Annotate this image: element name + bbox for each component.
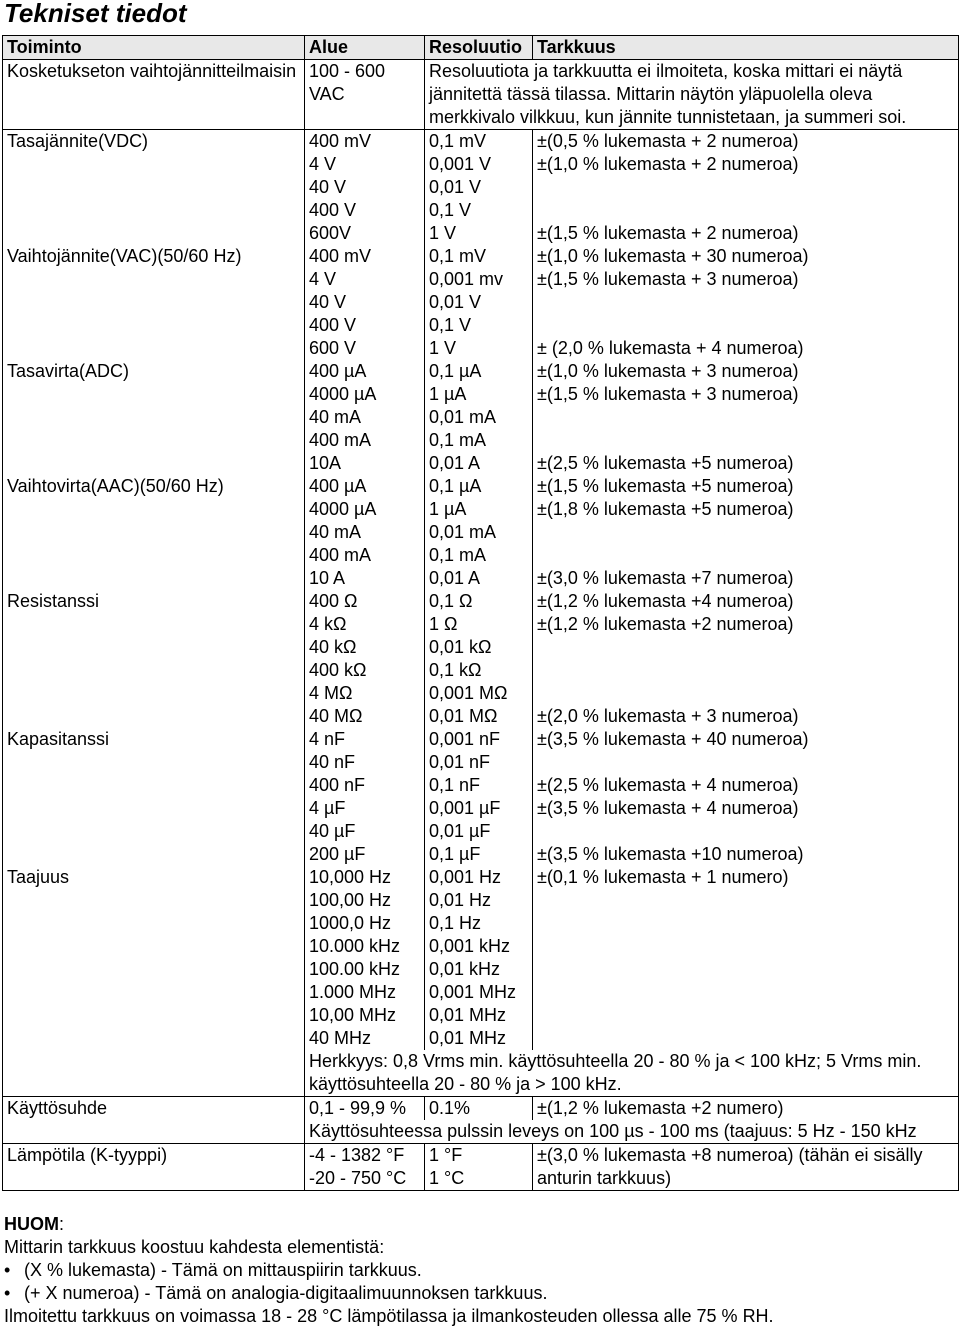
table-row (3, 1027, 959, 1050)
table-row (3, 981, 959, 1004)
table-row (3, 866, 959, 889)
notes-section (4, 1213, 774, 1328)
cell-tarkkuus: ±(3,5 % lukemasta +10 numeroa) (533, 843, 959, 866)
list-item (4, 1259, 774, 1282)
table-row (3, 199, 959, 222)
cell-toiminto (3, 912, 305, 935)
table-row (3, 314, 959, 337)
cell-toiminto: Tasavirta(ADC) (3, 360, 305, 383)
cell-tarkkuus: ±(3,5 % lukemasta + 4 numeroa) (533, 797, 959, 820)
cell-tarkkuus (533, 935, 959, 958)
table-row (3, 935, 959, 958)
cell-resoluutio: 0,01 kΩ (425, 636, 533, 659)
cell-resoluutio: 1 µA (425, 498, 533, 521)
cell-resoluutio: 0,001 kHz (425, 935, 533, 958)
cell-resoluutio: 0,01 nF (425, 751, 533, 774)
cell-note: Käyttösuhteessa pulssin leveys on 100 µs - 100 ms (taajuus: 5 Hz - 150 kHz (305, 1120, 959, 1144)
cell-resoluutio: 0,1 V (425, 314, 533, 337)
cell-tarkkuus: ± (2,0 % lukemasta + 4 numeroa) (533, 337, 959, 360)
cell-alue: 400 nF (305, 774, 425, 797)
notes-heading: HUOM (4, 1214, 59, 1234)
cell-alue: 40 V (305, 291, 425, 314)
cell-resoluutio: 0,01 mA (425, 406, 533, 429)
header-toiminto: Toiminto (3, 36, 305, 60)
cell-toiminto (3, 1004, 305, 1027)
cell-toiminto: Käyttösuhde (3, 1097, 305, 1121)
cell-tarkkuus (533, 429, 959, 452)
page-title: Tekniset tiedot (4, 0, 187, 28)
table-row (3, 889, 959, 912)
cell-toiminto (3, 843, 305, 866)
cell-tarkkuus (533, 199, 959, 222)
cell-alue: 400 mA (305, 544, 425, 567)
cell-alue: 0,1 - 99,9 % (305, 1097, 425, 1121)
cell-alue: 1.000 MHz (305, 981, 425, 1004)
cell-alue: 40 mA (305, 521, 425, 544)
cell-alue: 10,00 MHz (305, 1004, 425, 1027)
table-row (3, 291, 959, 314)
cell-toiminto: Kosketukseton vaihtojännitteilmaisin (3, 60, 305, 130)
cell-note: Herkkyys: 0,8 Vrms min. käyttösuhteella 20 - 80 % ja < 100 kHz; 5 Vrms min. käyttösuhteella 20 - 80 % ja > 100 kHz. (305, 1050, 959, 1097)
cell-resoluutio: 0,1 µA (425, 360, 533, 383)
cell-alue: 10 A (305, 567, 425, 590)
cell-tarkkuus: ±(1,5 % lukemasta + 3 numeroa) (533, 268, 959, 291)
cell-toiminto (3, 958, 305, 981)
cell-alue: 40 V (305, 176, 425, 199)
cell-toiminto: Lämpötila (K-tyyppi) (3, 1144, 305, 1191)
table-row (3, 60, 959, 130)
cell-alue: 4000 µA (305, 383, 425, 406)
cell-toiminto (3, 406, 305, 429)
cell-resoluutio: 0,001 V (425, 153, 533, 176)
table-row (3, 567, 959, 590)
cell-tarkkuus: ±(0,1 % lukemasta + 1 numero) (533, 866, 959, 889)
table-row (3, 682, 959, 705)
cell-tarkkuus: ±(1,2 % lukemasta +2 numeroa) (533, 613, 959, 636)
cell-resoluutio: 0,1 V (425, 199, 533, 222)
notes-heading-colon: : (59, 1214, 65, 1234)
cell-toiminto: Tasajännite(VDC) (3, 130, 305, 154)
table-row (3, 705, 959, 728)
cell-alue: 200 µF (305, 843, 425, 866)
table-row (3, 590, 959, 613)
cell-resoluutio: 1 µA (425, 383, 533, 406)
cell-toiminto (3, 981, 305, 1004)
cell-alue: 40 mA (305, 406, 425, 429)
spec-table-body (3, 60, 959, 1191)
cell-tarkkuus: ±(1,0 % lukemasta + 2 numeroa) (533, 153, 959, 176)
bullet-text: (X % lukemasta) - Tämä on mittauspiirin tarkkuus. (24, 1260, 422, 1280)
cell-toiminto (3, 291, 305, 314)
cell-tarkkuus: ±(3,0 % lukemasta +7 numeroa) (533, 567, 959, 590)
table-row (3, 360, 959, 383)
cell-toiminto (3, 797, 305, 820)
cell-alue: 400 µA (305, 475, 425, 498)
list-item (4, 1282, 774, 1305)
cell-resoluutio: 0,001 nF (425, 728, 533, 751)
cell-alue: 10A (305, 452, 425, 475)
table-row (3, 1004, 959, 1027)
cell-resoluutio: 0,1 Hz (425, 912, 533, 935)
cell-tarkkuus: ±(0,5 % lukemasta + 2 numeroa) (533, 130, 959, 154)
cell-toiminto: Resistanssi (3, 590, 305, 613)
cell-alue: 400 mA (305, 429, 425, 452)
table-row (3, 544, 959, 567)
cell-alue: 10.000 kHz (305, 935, 425, 958)
cell-alue: 100,00 Hz (305, 889, 425, 912)
cell-tarkkuus (533, 544, 959, 567)
table-row (3, 337, 959, 360)
cell-resoluutio: 0,001 MHz (425, 981, 533, 1004)
cell-resoluutio: 0,01 V (425, 291, 533, 314)
table-row (3, 268, 959, 291)
notes-bullet-list (4, 1259, 774, 1305)
table-row (3, 912, 959, 935)
table-row (3, 774, 959, 797)
notes-footer: Ilmoitettu tarkkuus on voimassa 18 - 28 °C lämpötilassa ja ilmankosteuden ollessa alle 75 % RH. (4, 1306, 774, 1326)
cell-resoluutio: 0,01 V (425, 176, 533, 199)
table-row (3, 820, 959, 843)
cell-toiminto (3, 1120, 305, 1144)
header-tarkkuus: Tarkkuus (533, 36, 959, 60)
cell-resoluutio: 0,001 mv (425, 268, 533, 291)
cell-toiminto (3, 820, 305, 843)
cell-resoluutio: 1 V (425, 337, 533, 360)
cell-resoluutio: 1 V (425, 222, 533, 245)
cell-tarkkuus: ±(3,0 % lukemasta +8 numeroa) (tähän ei sisälly anturin tarkkuus) (533, 1144, 959, 1191)
cell-resoluutio: 0,001 MΩ (425, 682, 533, 705)
cell-tarkkuus: ±(1,2 % lukemasta +2 numero) (533, 1097, 959, 1121)
table-row (3, 728, 959, 751)
cell-toiminto (3, 774, 305, 797)
table-row (3, 636, 959, 659)
notes-heading-line (4, 1213, 774, 1236)
cell-tarkkuus: ±(1,0 % lukemasta + 30 numeroa) (533, 245, 959, 268)
cell-tarkkuus (533, 889, 959, 912)
cell-tarkkuus (533, 314, 959, 337)
cell-alue: 4 kΩ (305, 613, 425, 636)
cell-note: Resoluutiota ja tarkkuutta ei ilmoiteta, koska mittari ei näytä jännitettä tässä tilassa. Mittarin näytön yläpuolella oleva merkkivalo vilkkuu, kun jännite tunnistetaan, ja summeri soi. (425, 60, 959, 130)
table-row (3, 1097, 959, 1121)
cell-tarkkuus (533, 958, 959, 981)
table-row (3, 475, 959, 498)
cell-toiminto (3, 1050, 305, 1097)
table-row (3, 176, 959, 199)
cell-alue: 40 MΩ (305, 705, 425, 728)
cell-alue: 4 µF (305, 797, 425, 820)
cell-tarkkuus: ±(1,5 % lukemasta + 3 numeroa) (533, 383, 959, 406)
table-row (3, 222, 959, 245)
bullet-text: (+ X numeroa) - Tämä on analogia-digitaalimuunnoksen tarkkuus. (24, 1283, 548, 1303)
table-row (3, 613, 959, 636)
cell-resoluutio: 0,1 mA (425, 544, 533, 567)
table-row (3, 245, 959, 268)
cell-tarkkuus: ±(1,5 % lukemasta + 2 numeroa) (533, 222, 959, 245)
cell-alue: 4 V (305, 268, 425, 291)
cell-toiminto (3, 498, 305, 521)
cell-tarkkuus: ±(1,5 % lukemasta +5 numeroa) (533, 475, 959, 498)
cell-toiminto (3, 636, 305, 659)
cell-toiminto: Kapasitanssi (3, 728, 305, 751)
cell-alue: 4 V (305, 153, 425, 176)
cell-resoluutio: 0,01 MΩ (425, 705, 533, 728)
cell-toiminto (3, 153, 305, 176)
cell-toiminto (3, 176, 305, 199)
cell-alue: 100 - 600 VAC (305, 60, 425, 130)
cell-resoluutio: 0,01 MHz (425, 1004, 533, 1027)
table-row (3, 958, 959, 981)
cell-toiminto (3, 199, 305, 222)
cell-resoluutio: 0,1 mA (425, 429, 533, 452)
cell-tarkkuus (533, 291, 959, 314)
cell-resoluutio: 0,001 µF (425, 797, 533, 820)
cell-toiminto (3, 935, 305, 958)
cell-tarkkuus: ±(1,0 % lukemasta + 3 numeroa) (533, 360, 959, 383)
cell-tarkkuus (533, 1004, 959, 1027)
cell-alue: 4 MΩ (305, 682, 425, 705)
cell-resoluutio: 0,01 Hz (425, 889, 533, 912)
cell-resoluutio: 0.1% (425, 1097, 533, 1121)
cell-tarkkuus (533, 406, 959, 429)
cell-tarkkuus: ±(3,5 % lukemasta + 40 numeroa) (533, 728, 959, 751)
cell-toiminto (3, 337, 305, 360)
cell-alue: 4 nF (305, 728, 425, 751)
cell-alue: 400 Ω (305, 590, 425, 613)
cell-tarkkuus (533, 981, 959, 1004)
cell-resoluutio: 0,01 kHz (425, 958, 533, 981)
cell-toiminto (3, 567, 305, 590)
cell-alue: 400 mV (305, 130, 425, 154)
cell-resoluutio: 0,1 µA (425, 475, 533, 498)
cell-tarkkuus (533, 682, 959, 705)
bullet-icon: • (4, 1260, 11, 1280)
cell-tarkkuus (533, 751, 959, 774)
cell-toiminto: Vaihtojännite(VAC)(50/60 Hz) (3, 245, 305, 268)
cell-alue: 100.00 kHz (305, 958, 425, 981)
table-row (3, 751, 959, 774)
cell-alue: 600 V (305, 337, 425, 360)
cell-resoluutio: 0,1 Ω (425, 590, 533, 613)
cell-toiminto (3, 452, 305, 475)
table-row (3, 659, 959, 682)
spec-table (2, 35, 959, 1191)
table-header-row (3, 36, 959, 60)
cell-resoluutio: 0,01 A (425, 567, 533, 590)
table-row (3, 153, 959, 176)
cell-resoluutio: 1 Ω (425, 613, 533, 636)
cell-tarkkuus (533, 820, 959, 843)
cell-tarkkuus: ±(2,5 % lukemasta + 4 numeroa) (533, 774, 959, 797)
cell-tarkkuus (533, 912, 959, 935)
cell-resoluutio: 0,01 A (425, 452, 533, 475)
cell-tarkkuus: ±(2,5 % lukemasta +5 numeroa) (533, 452, 959, 475)
table-row (3, 429, 959, 452)
cell-alue: 400 kΩ (305, 659, 425, 682)
cell-toiminto (3, 682, 305, 705)
cell-resoluutio: 0,1 µF (425, 843, 533, 866)
cell-alue: 40 MHz (305, 1027, 425, 1050)
cell-toiminto (3, 521, 305, 544)
cell-alue: 400 V (305, 199, 425, 222)
cell-toiminto (3, 613, 305, 636)
cell-resoluutio: 0,1 kΩ (425, 659, 533, 682)
table-row (3, 452, 959, 475)
cell-tarkkuus (533, 659, 959, 682)
cell-toiminto (3, 751, 305, 774)
cell-alue: 10,000 Hz (305, 866, 425, 889)
table-row (3, 406, 959, 429)
notes-intro: Mittarin tarkkuus koostuu kahdesta elementistä: (4, 1237, 385, 1257)
cell-resoluutio: 0,01 mA (425, 521, 533, 544)
cell-toiminto (3, 268, 305, 291)
table-row (3, 1120, 959, 1144)
cell-toiminto (3, 544, 305, 567)
cell-resoluutio: 0,1 nF (425, 774, 533, 797)
table-row (3, 843, 959, 866)
cell-resoluutio: 0,001 Hz (425, 866, 533, 889)
cell-tarkkuus (533, 636, 959, 659)
cell-resoluutio: 0,01 µF (425, 820, 533, 843)
cell-alue: 400 µA (305, 360, 425, 383)
cell-tarkkuus: ±(1,2 % lukemasta +4 numeroa) (533, 590, 959, 613)
table-row (3, 130, 959, 154)
table-row (3, 797, 959, 820)
cell-toiminto (3, 429, 305, 452)
cell-alue: -4 - 1382 °F -20 - 750 °C (305, 1144, 425, 1191)
cell-tarkkuus (533, 1027, 959, 1050)
bullet-icon: • (4, 1283, 11, 1303)
table-row (3, 498, 959, 521)
cell-toiminto: Taajuus (3, 866, 305, 889)
cell-toiminto (3, 705, 305, 728)
cell-alue: 40 µF (305, 820, 425, 843)
cell-alue: 40 nF (305, 751, 425, 774)
cell-toiminto (3, 314, 305, 337)
cell-alue: 1000,0 Hz (305, 912, 425, 935)
cell-tarkkuus (533, 521, 959, 544)
cell-alue: 40 kΩ (305, 636, 425, 659)
cell-toiminto (3, 1027, 305, 1050)
cell-resoluutio: 0,1 mV (425, 245, 533, 268)
cell-toiminto: Vaihtovirta(AAC)(50/60 Hz) (3, 475, 305, 498)
header-resoluutio: Resoluutio (425, 36, 533, 60)
table-row (3, 521, 959, 544)
table-row (3, 1144, 959, 1191)
table-row (3, 383, 959, 406)
cell-alue: 600V (305, 222, 425, 245)
cell-resoluutio: 0,01 MHz (425, 1027, 533, 1050)
cell-resoluutio: 1 °F 1 °C (425, 1144, 533, 1191)
cell-alue: 400 mV (305, 245, 425, 268)
cell-tarkkuus: ±(2,0 % lukemasta + 3 numeroa) (533, 705, 959, 728)
cell-toiminto (3, 383, 305, 406)
cell-toiminto (3, 889, 305, 912)
cell-toiminto (3, 222, 305, 245)
cell-tarkkuus: ±(1,8 % lukemasta +5 numeroa) (533, 498, 959, 521)
cell-toiminto (3, 659, 305, 682)
table-row (3, 1050, 959, 1097)
cell-resoluutio: 0,1 mV (425, 130, 533, 154)
cell-tarkkuus (533, 176, 959, 199)
header-alue: Alue (305, 36, 425, 60)
cell-alue: 400 V (305, 314, 425, 337)
cell-alue: 4000 µA (305, 498, 425, 521)
